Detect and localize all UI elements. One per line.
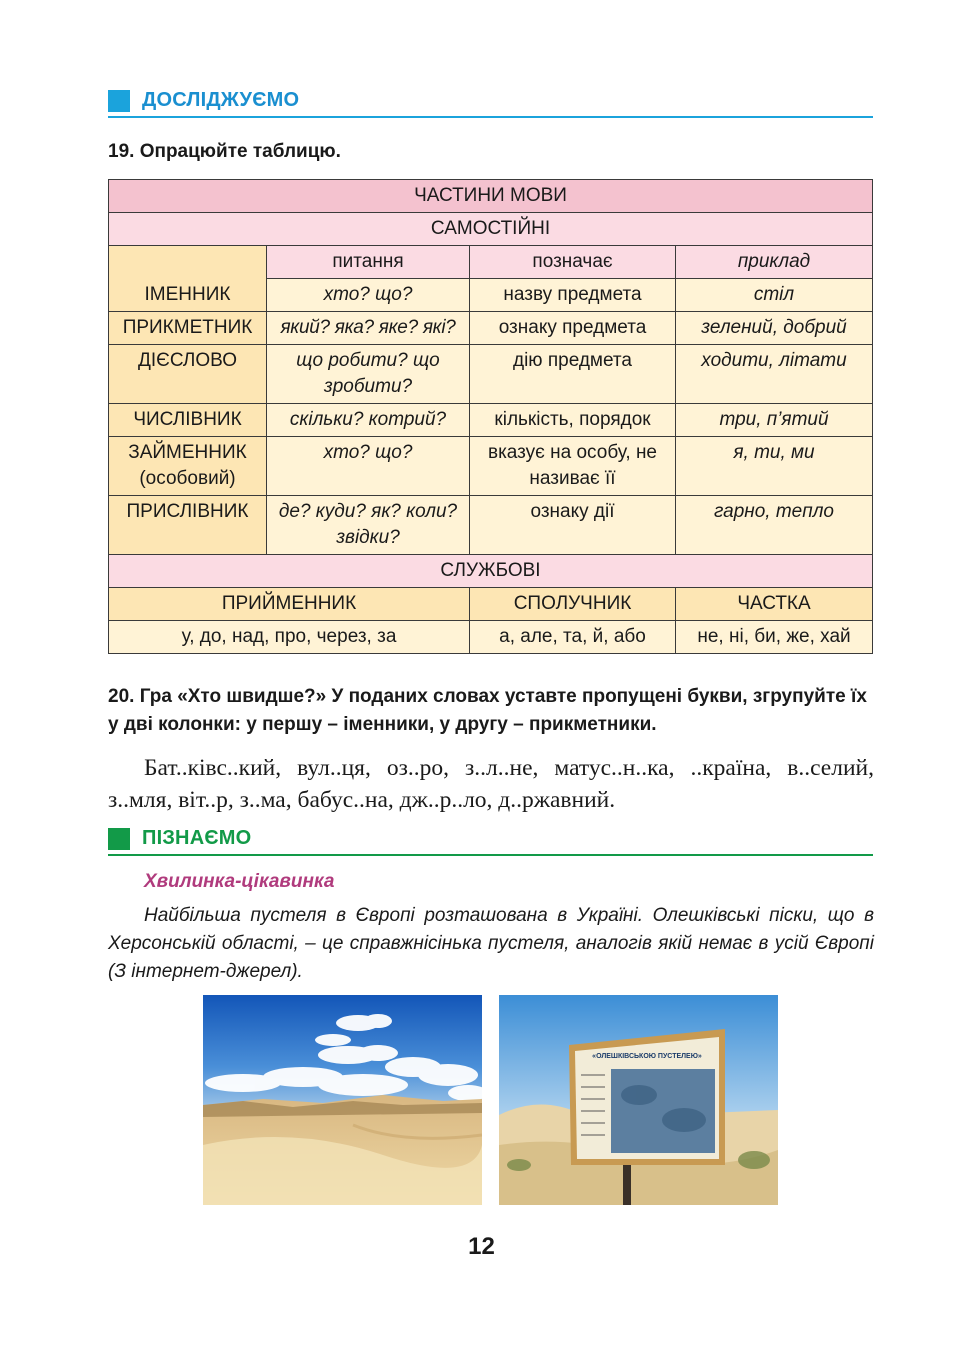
table-cell-question: хто? що? (267, 437, 470, 496)
column-header: позначає (470, 246, 676, 279)
section-header-learn (108, 826, 873, 852)
table-cell-question: що робити? що зробити? (267, 345, 470, 404)
table-cell-question: де? куди? як? коли? звідки? (267, 496, 470, 555)
fact-text: Найбільша пустеля в Європі розташована в Україні. Олешківські піски, що в Херсонській області, – це справжнісінька пустеля, аналогів якій немає в усій Європі (З інтернет-джерел). (108, 905, 874, 982)
table-cell-meaning: кількість, порядок (470, 404, 676, 437)
aux-part-examples: а, але, та, й, або (470, 621, 676, 654)
table-row-name: ДІЄСЛОВО (109, 345, 267, 404)
section-divider (108, 116, 873, 118)
fact-title: Хвилинка-цікавинка (144, 871, 335, 892)
section-divider (108, 854, 873, 856)
page-number: 12 (468, 1233, 495, 1260)
column-header: питання (267, 246, 470, 279)
table-row-name: ПРИКМЕТНИК (109, 312, 267, 345)
table-row-name: ЧИСЛІВНИК (109, 404, 267, 437)
sign-title: «ОЛЕШКІВСЬКОЮ ПУСТЕЛЕЮ» (592, 1053, 702, 1060)
section-title: ДОСЛІДЖУЄМО (142, 89, 300, 111)
table-title: ЧАСТИНИ МОВИ (109, 180, 873, 213)
aux-part-name: СПОЛУЧНИК (470, 588, 676, 621)
table-cell-example: я, ти, ми (676, 437, 873, 496)
table-cell-example: ходити, літати (676, 345, 873, 404)
table-cell-example: три, п’ятий (676, 404, 873, 437)
section-title: ПІЗНАЄМО (142, 827, 252, 849)
aux-part-examples: у, до, над, про, через, за (109, 621, 470, 654)
aux-part-examples: не, ні, би, же, хай (676, 621, 873, 654)
table-cell-question: хто? що? (267, 279, 470, 312)
table-cell-question: скільки? котрий? (267, 404, 470, 437)
section-square-icon (108, 828, 130, 850)
table-cell-meaning: дію предмета (470, 345, 676, 404)
column-header: приклад (676, 246, 873, 279)
table-row-name: ЗАЙМЕННИК (особовий) (109, 437, 267, 496)
table-row-name: ІМЕННИК (109, 246, 267, 312)
table-cell-example: зелений, добрий (676, 312, 873, 345)
independent-header: САМОСТІЙНІ (109, 213, 873, 246)
table-cell-example: стіл (676, 279, 873, 312)
auxiliary-header: СЛУЖБОВІ (109, 555, 873, 588)
aux-part-name: ПРИЙМЕННИК (109, 588, 470, 621)
table-cell-meaning: назву предмета (470, 279, 676, 312)
desert-sign-photo (499, 995, 778, 1205)
task-19-title: 19. Опрацюйте таблицю. (108, 141, 341, 162)
task-20-title: 20. Гра «Хто швидше?» У поданих словах уставте пропущені букви, згрупуйте їх у дві колонки: у першу – іменники, у другу – прикметники. (108, 686, 867, 735)
table-cell-meaning: вказує на особу, не називає її (470, 437, 676, 496)
section-square-icon (108, 90, 130, 112)
table-cell-question: який? яка? яке? які? (267, 312, 470, 345)
exercise-words: Бат..ківс..кий, вул..ця, оз..ро, з..л..не, матус..н..ка, ..країна, в..селий, з..мля, віт..р, з..ма, бабус..на, дж..р..ло, д..ржавний. (108, 755, 874, 813)
parts-of-speech-table (108, 179, 873, 654)
table-cell-example: гарно, тепло (676, 496, 873, 555)
desert-landscape-photo (203, 995, 482, 1205)
table-cell-meaning: ознаку предмета (470, 312, 676, 345)
table-cell-meaning: ознаку дії (470, 496, 676, 555)
table-row-name: ПРИСЛІВНИК (109, 496, 267, 555)
section-header-explore (108, 88, 873, 114)
aux-part-name: ЧАСТКА (676, 588, 873, 621)
